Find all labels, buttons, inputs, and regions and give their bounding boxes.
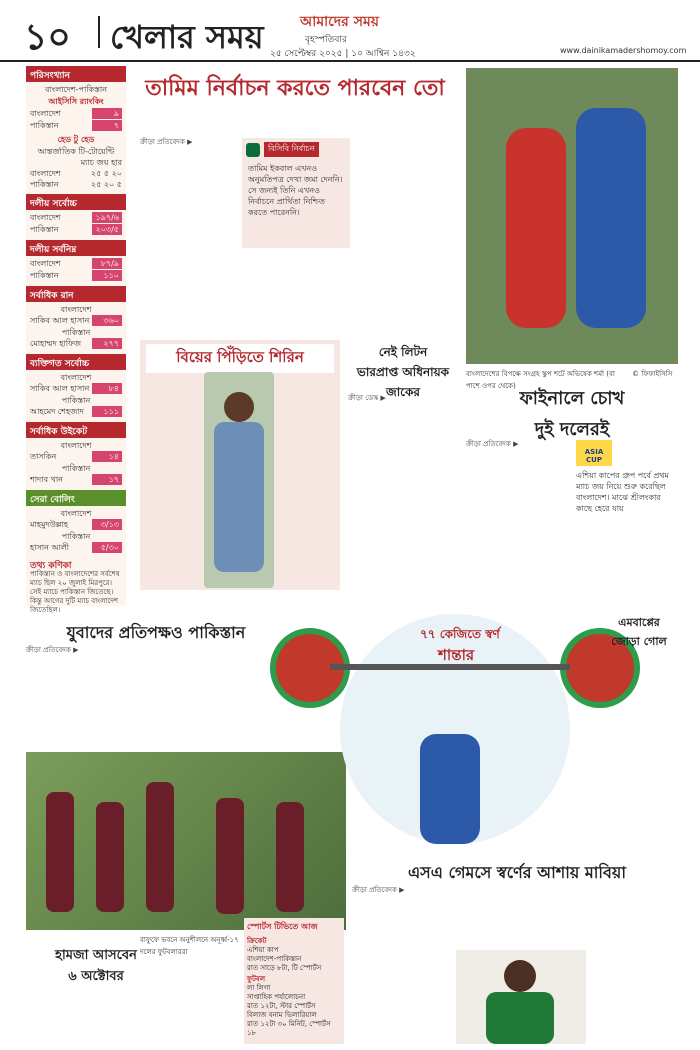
final-byline: ক্রীড়া প্রতিবেদক ▶: [466, 440, 519, 448]
tv-time: রাত ১২টা, স্টার স্পোর্টস: [247, 1002, 316, 1010]
tv-event: লা লিগা: [247, 984, 271, 992]
jaker-line1: নেই লিটন: [378, 345, 428, 359]
top-score-value: ৮৪: [92, 383, 122, 394]
mabia-byline: ক্রীড়া প্রতিবেদক ▶: [352, 886, 405, 894]
tv-match: সাপ্তাহিক পর্যালোচনা: [247, 993, 306, 1001]
tamim-quote-box: [242, 138, 350, 248]
best-bowling-team: বাংলাদেশ: [60, 509, 92, 518]
hamza-headline-block: [26, 946, 166, 988]
jaker-line3: জাকের: [385, 385, 421, 399]
most-wkts-title: সর্বাধিক উইকেট: [26, 422, 126, 438]
website-url: www.dainikamadershomoy.com: [560, 46, 687, 55]
t20-team: বাংলাদেশ: [30, 169, 61, 178]
youth-headline: যুবাদের প্রতিপক্ষও পাকিস্তান: [66, 623, 246, 642]
most-runs-player: মোহাম্মদ হাফিজ: [30, 339, 82, 348]
t20-value: ২৫ ২০ ৫: [90, 180, 122, 189]
bride-story: [140, 340, 340, 590]
mabia-headline: এসএ গেমসে স্বর্ণের আশায় মাবিয়া: [408, 863, 626, 882]
t20-team: পাকিস্তান: [30, 180, 59, 189]
mabia-body-col2: [456, 886, 556, 946]
bcb-logo-icon: [246, 143, 260, 157]
tv-time: রাত ১২টা ৩০ মিনিট, স্পোর্টস ১৮: [247, 1020, 331, 1037]
masthead-separator: [98, 16, 100, 48]
icc-ranking-title: আইসিসি র‍্যাংকিং: [48, 97, 104, 106]
t20-title: আন্তর্জাতিক টি-টোয়েন্টি: [37, 147, 115, 156]
dateline: ২৫ সেপ্টেম্বর ২০২৫ | ১০ আশ্বিন ১৪৩২: [270, 49, 416, 59]
lowest-value: ১১০: [92, 270, 122, 281]
player-figure: [216, 798, 244, 914]
final-headline-block: [466, 384, 678, 446]
top-score-player: সাকিব আল হাসান: [30, 384, 90, 393]
lowest-team: বাংলাদেশ: [30, 259, 61, 268]
lifter-figure: [420, 734, 480, 844]
most-wkts-row: [30, 474, 122, 485]
player-figure: [46, 792, 74, 912]
t20-row: [30, 168, 122, 179]
most-runs-row: [30, 315, 122, 326]
best-bowling-row: [30, 542, 122, 553]
hamza-line2: ৬ অক্টোবর: [68, 969, 124, 984]
t20-row: [30, 179, 122, 190]
weekday: বৃহস্পতিবার: [305, 35, 347, 45]
highest-team: বাংলাদেশ: [30, 213, 61, 222]
top-score-value: ১১১: [92, 406, 122, 417]
tamim-headline: তামিম নির্বাচন করতে পারবেন তো: [145, 75, 445, 101]
most-runs-value: ২৭৭: [92, 338, 122, 349]
best-bowling-value: ৫/৩০: [92, 542, 122, 553]
tamim-quote: তামিম ইকবাল এখনও অনুমতিপত্র দেখা জমা দেননি। সে জন্যই তিনি এখনও নির্বাচনে প্রার্থিতা নিশ্চিত করতে পারেননি।: [248, 164, 343, 217]
h2h-title: হেড টু হেড: [57, 135, 95, 144]
highest-row: [30, 224, 122, 235]
t20-header: ম্যাচ জয় হার: [80, 158, 122, 167]
bride-outfit: [214, 422, 264, 572]
player-figure: [96, 802, 124, 912]
lowest-value: ৮৭/৯: [92, 258, 122, 269]
lowest-team: পাকিস্তান: [30, 271, 59, 280]
most-wkts-row: [30, 451, 122, 462]
best-bowling-player: হাসান আলী: [30, 543, 70, 552]
embappe-headline-block: [600, 614, 678, 652]
final-body: [466, 440, 574, 616]
top-score-team: পাকিস্তান: [61, 396, 91, 405]
best-bowling-title: সেরা বোলিং: [26, 490, 126, 506]
most-wkts-value: ১৭: [92, 474, 122, 485]
lowest-row: [30, 258, 122, 269]
tv-event: এশিয়া কাপ: [247, 946, 279, 954]
page-number: ১০: [24, 16, 71, 58]
icc-row: [30, 108, 122, 119]
hamza-body: [26, 984, 166, 1044]
cricket-photo-credit: © ফিফাইসিসি: [632, 370, 673, 378]
player-figure: [146, 782, 174, 912]
icc-team: পাকিস্তান: [30, 121, 59, 130]
most-wkts-team: পাকিস্তান: [61, 464, 91, 473]
lowest-row: [30, 270, 122, 281]
medal-label: ৭৭ কেজিতে স্বর্ণ: [420, 627, 500, 641]
final-sidebar-text: এশিয়া কাপের গ্রুপ পর্বে প্রথম ম্যাচ জয় নিয়ে শুরু করেছিল বাংলাদেশ। মাঝে শ্রীলংকার কাছে হেরে যায়: [576, 471, 669, 513]
t20-value: ২৫ ৫ ২০: [90, 169, 122, 178]
youth-body-col1: [26, 646, 136, 746]
mabia-jersey: [486, 992, 554, 1044]
most-wkts-player: তাসকিন: [30, 452, 57, 461]
best-bowling-row: [30, 519, 122, 530]
tamim-byline: ক্রীড়া প্রতিবেদক ▶: [140, 138, 193, 146]
most-runs-row: [30, 338, 122, 349]
facts-title: তথ্য কণিকা: [30, 561, 72, 571]
mabia-head: [504, 960, 536, 992]
embappe-line2: জোড়া গোল: [611, 635, 667, 648]
highest-value: ১৯৭/৬: [92, 212, 122, 223]
stats-title: পরিসংখ্যান: [26, 66, 126, 82]
most-runs-player: সাকিব আল হাসান: [30, 316, 90, 325]
best-bowling-value: ৩/১৩: [92, 519, 122, 530]
jaker-byline: ক্রীড়া ডেস্ক ▶: [348, 394, 386, 402]
asia-cup-logo: ASIA CUP: [576, 440, 612, 466]
stats-sidebar: [26, 66, 126, 614]
final-headline-line2: দুই দলেরই: [534, 419, 610, 440]
jaker-body: [348, 394, 458, 624]
most-runs-value: ৩৬০: [92, 315, 122, 326]
cricket-photo-caption: বাংলাদেশের বিপক্ষে সংগ্রহ স্কুপ শটে অভিষেক শর্মা (বা পাশে ওপর থেকে): [466, 370, 615, 390]
mabia-body-col1: [352, 886, 452, 1036]
india-batter-figure: [576, 108, 646, 328]
jaker-line2: ভারপ্রাপ্ত অধিনায়ক: [356, 365, 450, 379]
tv-section: [244, 937, 344, 1038]
tv-match: বাংলাদেশ-পাকিস্তান: [247, 955, 302, 963]
bride-text-left: [146, 374, 202, 584]
tv-event: বিলাজ বনাম ভিলারিয়াল: [247, 1011, 317, 1019]
bride-text-right: [278, 374, 336, 584]
final-headline-line1: ফাইনালে চোখ: [519, 388, 625, 409]
facts-text: পাকিস্তান ও বাংলাদেশের সর্বশেষ ম্যাচ ছিল ২০ জুলাই মিরপুরে। সেই ম্যাচে পাকিস্তান জিতেছে। কিন্তু আগের দুটি ম্যাচ বাংলাদেশ জিতেছিল।: [30, 570, 120, 614]
icc-row: [30, 120, 122, 131]
youth-photo-caption: বাফুফে ভবনে অনুশীলনে অনূর্ধ্ব-১৭ দলের ফুটবলাররা: [140, 936, 239, 956]
top-score-title: ব্যক্তিগত সর্বোচ্চ: [26, 354, 126, 370]
most-wkts-player: শাদাব খান: [30, 475, 63, 484]
cricket-photo: [466, 68, 678, 364]
bride-headline: বিয়ের পিঁড়িতে শিরিন: [146, 344, 334, 373]
highest-value: ২০৩/৫: [92, 224, 122, 235]
paper-logo: আমাদের সময়: [300, 14, 379, 30]
stats-matchup: বাংলাদেশ-পাকিস্তান: [44, 85, 108, 94]
most-runs-team: পাকিস্তান: [61, 328, 91, 337]
most-wkts-team: বাংলাদেশ: [60, 441, 92, 450]
most-wkts-value: ১৪: [92, 451, 122, 462]
mabia-body-col3: [590, 886, 678, 1036]
embappe-body: [600, 648, 678, 848]
mabia-photo: [456, 950, 586, 1044]
icc-value: ৭: [92, 120, 122, 131]
bride-head: [224, 392, 254, 422]
tv-schedule: [244, 918, 344, 1044]
highest-title: দলীয় সর্বোচ্চ: [26, 194, 126, 210]
youth-byline: ক্রীড়া প্রতিবেদক ▶: [26, 646, 79, 654]
bcb-election-label: বিসিবি নির্বাচন: [264, 142, 319, 157]
top-score-player: আহমেদ শেহজাদ: [30, 407, 84, 416]
tv-sport: ফুটবল: [247, 975, 266, 983]
section-title: খেলার সময়: [110, 18, 264, 56]
tv-sport: ক্রিকেট: [247, 937, 267, 945]
youth-body-col2: [140, 646, 260, 746]
icc-value: ৯: [92, 108, 122, 119]
tv-title: স্পোর্টস টিভিতে আজ: [247, 922, 318, 931]
final-sidebar: [576, 440, 676, 616]
tamim-body-col3: [352, 138, 458, 338]
tamim-body-col1: [140, 138, 236, 338]
hamza-line1: হামজা আসবেন: [55, 948, 137, 963]
highest-row: [30, 212, 122, 223]
lifter-name: শান্তার: [438, 646, 475, 664]
top-score-row: [30, 406, 122, 417]
top-score-team: বাংলাদেশ: [60, 373, 92, 382]
tv-time: রাত সাড়ে ৮টা, টি স্পোর্টস: [247, 964, 322, 972]
best-bowling-player: মাহমুদউল্লাহ: [30, 520, 69, 529]
lowest-title: দলীয় সর্বনিম্ন: [26, 240, 126, 256]
bride-photo: [204, 372, 274, 588]
weightlifting-graphic: [270, 614, 630, 854]
best-bowling-team: পাকিস্তান: [61, 532, 91, 541]
most-runs-title: সর্বাধিক রান: [26, 286, 126, 302]
highest-team: পাকিস্তান: [30, 225, 59, 234]
embappe-line1: এমবাপ্পের: [618, 616, 660, 629]
bangladesh-keeper-figure: [506, 128, 566, 328]
top-score-row: [30, 383, 122, 394]
most-runs-team: বাংলাদেশ: [60, 305, 92, 314]
masthead: [0, 0, 700, 62]
icc-team: বাংলাদেশ: [30, 109, 61, 118]
